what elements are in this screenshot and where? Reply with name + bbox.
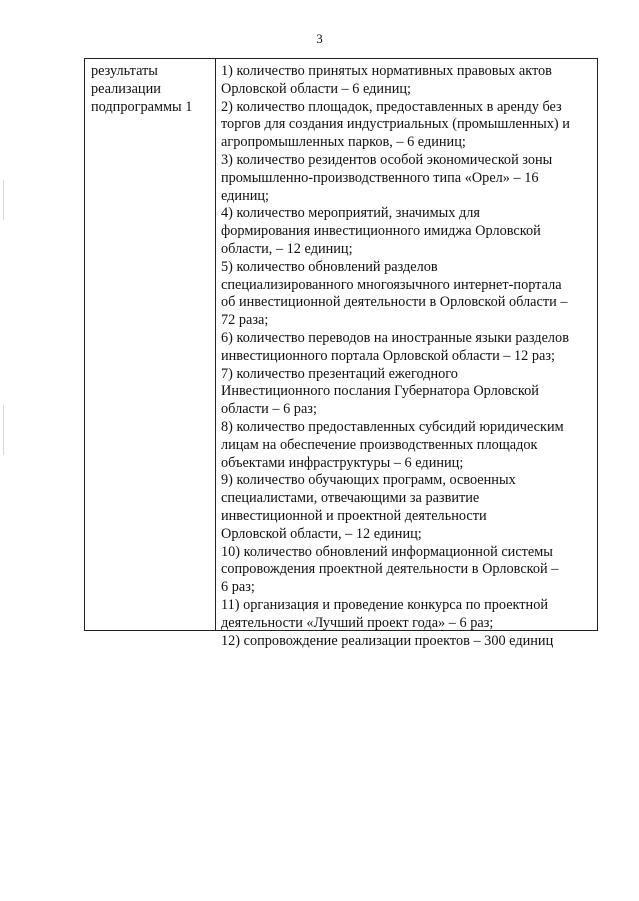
indicator-line: деятельности «Лучший проект года» – 6 раз; [221,614,494,631]
indicator-line: 6) количество переводов на иностранные языки разделов [221,329,569,346]
indicator-line: Орловской области – 6 единиц; [221,80,411,97]
indicator-line: 7) количество презентаций ежегодного [221,365,458,382]
column-divider [215,59,216,630]
indicator-line: специализированного многоязычного интернет-портала [221,276,562,293]
row-label-line: результаты [91,63,158,79]
indicator-line: 9) количество обучающих программ, освоенных [221,472,516,489]
indicator-line: 10) количество обновлений информационной системы [221,543,553,560]
indicator-line: 4) количество мероприятий, значимых для [221,205,480,222]
indicator-line: 12) сопровождение реализации проектов – 300 единиц [221,632,554,649]
indicator-line: Орловской области, – 12 единиц; [221,525,422,542]
indicator-line: торгов для создания индустриальных (промышленных) и [221,116,570,133]
indicator-line: формирования инвестиционного имиджа Орловской [221,223,541,240]
indicator-line: 72 раза; [221,312,269,329]
page-number: 3 [316,31,323,46]
indicator-line: 6 раз; [221,579,255,596]
indicator-line: инвестиционного портала Орловской области – 12 раз; [221,347,556,364]
indicator-line: объектами инфраструктуры – 6 единиц; [221,454,464,471]
indicator-line: 8) количество предоставленных субсидий юридическим [221,418,564,435]
indicators-table [84,58,598,649]
indicator-line: инвестиционной и проектной деятельности [221,507,487,524]
indicator-line: 1) количество принятых нормативных правовых актов [221,63,552,79]
row-label-line: подпрограммы 1 [91,98,193,115]
indicator-line: единиц; [221,187,270,204]
indicator-line: области, – 12 единиц; [221,240,353,257]
indicator-line: агропромышленных парков, – 6 единиц; [221,134,466,151]
indicator-line: 5) количество обновлений разделов [221,258,438,275]
indicator-line: 2) количество площадок, предоставленных в аренду без [221,98,562,115]
indicator-line: промышленно-производственного типа «Орел» – 16 [221,169,539,186]
scan-edge-mark [3,405,4,455]
indicator-line: специалистами, отвечающими за развитие [221,490,480,507]
indicator-line: 11) организация и проведение конкурса по проектной [221,596,548,613]
row-label-cell [91,63,211,116]
scan-edge-mark [3,180,4,220]
indicator-line: сопровождения проектной деятельности в Орловской – [221,561,559,578]
indicator-line: лицам на обеспечение производственных площадок [221,436,538,453]
row-label-line: реализации [91,80,161,97]
indicators-list-cell [221,63,595,650]
indicator-line: Инвестиционного послания Губернатора Орловской [221,383,539,400]
indicator-line: 3) количество резидентов особой экономической зоны [221,151,553,168]
indicator-line: области – 6 раз; [221,401,317,418]
indicator-line: об инвестиционной деятельности в Орловской области – [221,294,568,311]
